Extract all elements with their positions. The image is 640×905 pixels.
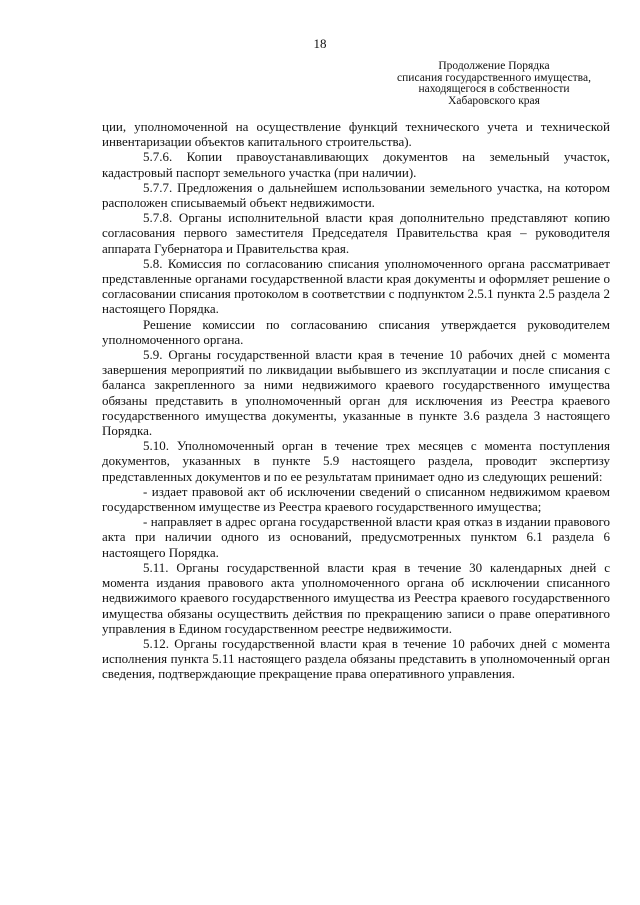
paragraph-5-7-6: 5.7.6. Копии правоустанавливающих документов на земельный участок, кадастровый паспорт земельного участка (при наличии). bbox=[102, 149, 610, 180]
header-line: находящегося в собственности bbox=[418, 83, 570, 95]
paragraph-decision-option-2: - направляет в адрес органа государственной власти края отказ в издании правового акта при наличии одного из оснований, предусмотренных пунктом 6.1 раздела 6 настоящего Порядка. bbox=[102, 514, 610, 560]
paragraph-5-7-8: 5.7.8. Органы исполнительной власти края дополнительно представляют копию согласования первого заместителя Председателя Правительства края – руководителя аппарата Губернатора и Правительства края. bbox=[102, 210, 610, 256]
paragraph-commission-decision: Решение комиссии по согласованию списания утверждается руководителем уполномоченного органа. bbox=[102, 316, 610, 347]
document-body bbox=[102, 119, 610, 682]
paragraph-decision-option-1: - издает правовой акт об исключении сведений о списанном недвижимом краевом государственном имуществе из Реестра краевого государственного имущества; bbox=[102, 483, 610, 515]
paragraph-5-7-7: 5.7.7. Предложения о дальнейшем использовании земельного участка, на котором расположен списываемый объект недвижимости. bbox=[102, 179, 610, 211]
paragraph-continuation: ции, уполномоченной на осуществление функций технического учета и технической инвентаризации объектов капитального строительства). bbox=[102, 119, 610, 150]
paragraph-5-9: 5.9. Органы государственной власти края в течение 10 рабочих дней с момента завершения мероприятий по ликвидации выбывшего из эксплуатации и после списания с баланса закрепленного за ними недвижимого краевого государственного имущества обязаны представить в уполномоченный орган для исключения из Реестра краевого государственного имущества документы, указанные в пункте 3.6 раздела 3 настоящего Порядка. bbox=[102, 347, 610, 439]
page-number: 18 bbox=[313, 36, 327, 51]
paragraph-5-8: 5.8. Комиссия по согласованию списания уполномоченного органа рассматривает представленные органами государственной власти края документы и оформляет решение о согласовании списания протоколом в соответствии с подпунктом 2.5.1 пункта 2.5 раздела 2 настоящего Порядка. bbox=[102, 255, 610, 317]
document-header bbox=[394, 61, 594, 107]
paragraph-5-11: 5.11. Органы государственной власти края в течение 30 календарных дней с момента издания правового акта уполномоченного органа об исключении списанного недвижимого краевого государственного имущества из Реестра краевого государственного имущества обязаны осуществить действия по прекращению записи о праве оперативного управления в Едином государственном реестре недвижимости. bbox=[102, 559, 610, 636]
header-line: Хабаровского края bbox=[448, 94, 540, 107]
paragraph-5-10: 5.10. Уполномоченный орган в течение трех месяцев с момента поступления документов, указанных в пункте 5.9 настоящего раздела, проводит экспертизу представленных документов и по ее результатам принимает одно из следующих решений: bbox=[102, 438, 610, 484]
header-line: списания государственного имущества, bbox=[397, 71, 591, 84]
header-line: Продолжение Порядка bbox=[438, 60, 550, 72]
paragraph-5-12: 5.12. Органы государственной власти края в течение 10 рабочих дней с момента исполнения пункта 5.11 настоящего раздела обязаны представить в уполномоченный орган сведения, подтверждающие прекращение права оперативного управления. bbox=[102, 635, 610, 682]
